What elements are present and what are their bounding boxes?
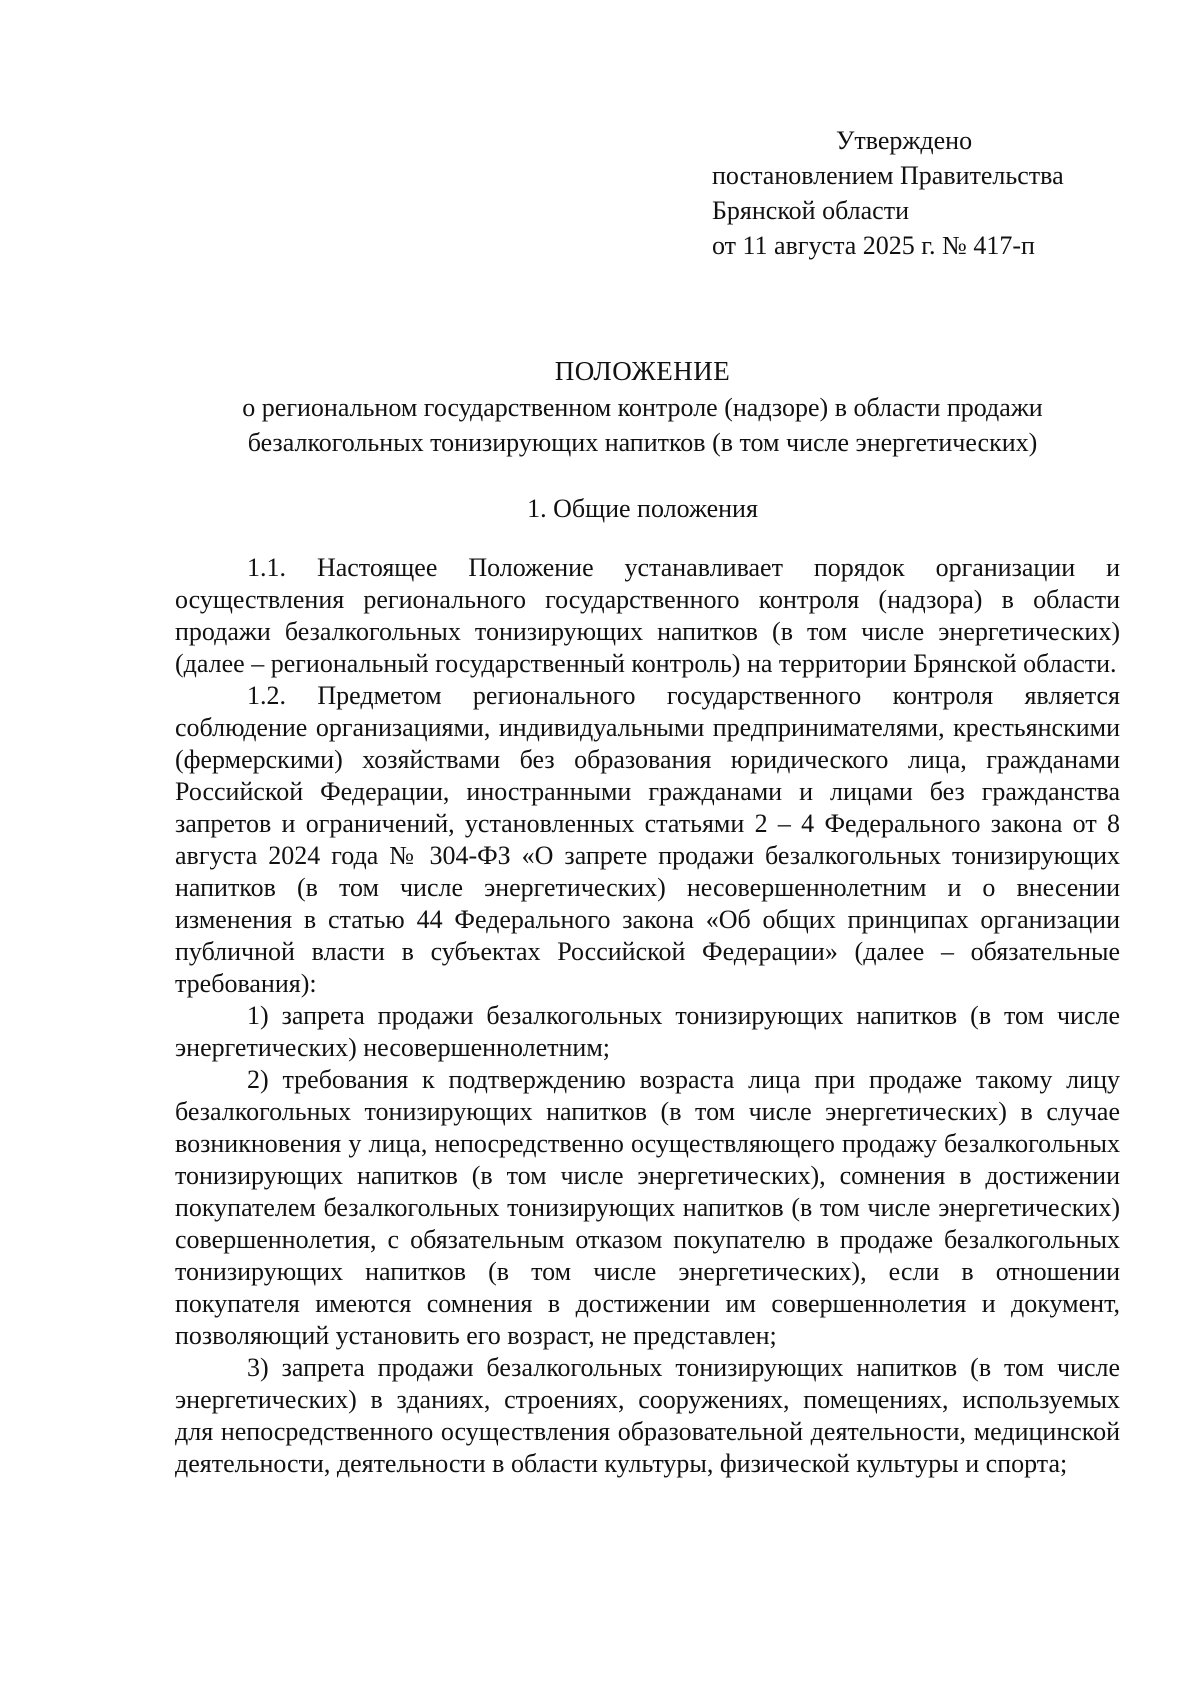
section-heading: 1. Общие положения <box>527 494 758 523</box>
approval-line-resolution: постановлением Правительства <box>712 161 1064 190</box>
list-item-3: 3) запрета продажи безалкогольных тонизирующих напитков (в том числе энергетических) в зданиях, строениях, сооружениях, помещениях, используемых для непосредственного осуществления образовательной деятельности, медицинской деятельности, деятельности в области культуры, физической культуры и спорта; <box>175 1353 1120 1478</box>
document-subtitle-line-1: о региональном государственном контроле (надзоре) в области продажи <box>242 393 1043 422</box>
paragraph-1-1: 1.1. Настоящее Положение устанавливает порядок организации и осуществления регионального государственного контроля (надзора) в области продажи безалкогольных тонизирующих напитков (в том числе энергетических) (далее – региональный государственный контроль) на территории Брянской области. <box>175 553 1120 678</box>
document-title-block <box>170 354 1115 460</box>
list-item-1: 1) запрета продажи безалкогольных тонизирующих напитков (в том числе энергетических) несовершеннолетним; <box>175 1001 1120 1062</box>
approval-line-region: Брянской области <box>712 196 909 225</box>
approval-stamp <box>712 123 1064 263</box>
approval-line-date-number: от 11 августа 2025 г. № 417-п <box>712 231 1035 260</box>
document-title: ПОЛОЖЕНИЕ <box>554 356 731 386</box>
list-item-2: 2) требования к подтверждению возраста лица при продаже такому лицу безалкогольных тонизирующих напитков (в том числе энергетических) в случае возникновения у лица, непосредственно осуществляющего продажу безалкогольных тонизирующих напитков (в том числе энергетических), сомнения в достижении покупателем безалкогольных тонизирующих напитков (в том числе энергетических) совершеннолетия, с обязательным отказом покупателю в продаже безалкогольных тонизирующих напитков (в том числе энергетических), если в отношении покупателя имеются сомнения в достижении им совершеннолетия и документ, позволяющий установить его возраст, не представлен; <box>175 1065 1120 1350</box>
paragraph-1-2: 1.2. Предметом регионального государственного контроля является соблюдение организациями, индивидуальными предпринимателями, крестьянскими (фермерскими) хозяйствами без образования юридического лица, гражданами Российской Федерации, иностранными гражданами и лицами без гражданства запретов и ограничений, установленных статьями 2 – 4 Федерального закона от 8 августа 2024 года № 304-ФЗ «О запрете продажи безалкогольных тонизирующих напитков (в том числе энергетических) несовершеннолетним и о внесении изменения в статью 44 Федерального закона «Об общих принципах организации публичной власти в субъектах Российской Федерации» (далее – обязательные требования): <box>175 681 1120 998</box>
document-subtitle-line-2: безалкогольных тонизирующих напитков (в том числе энергетических) <box>247 428 1038 457</box>
section-body <box>175 552 1120 1480</box>
approval-line-approved: Утверждено <box>836 126 973 155</box>
